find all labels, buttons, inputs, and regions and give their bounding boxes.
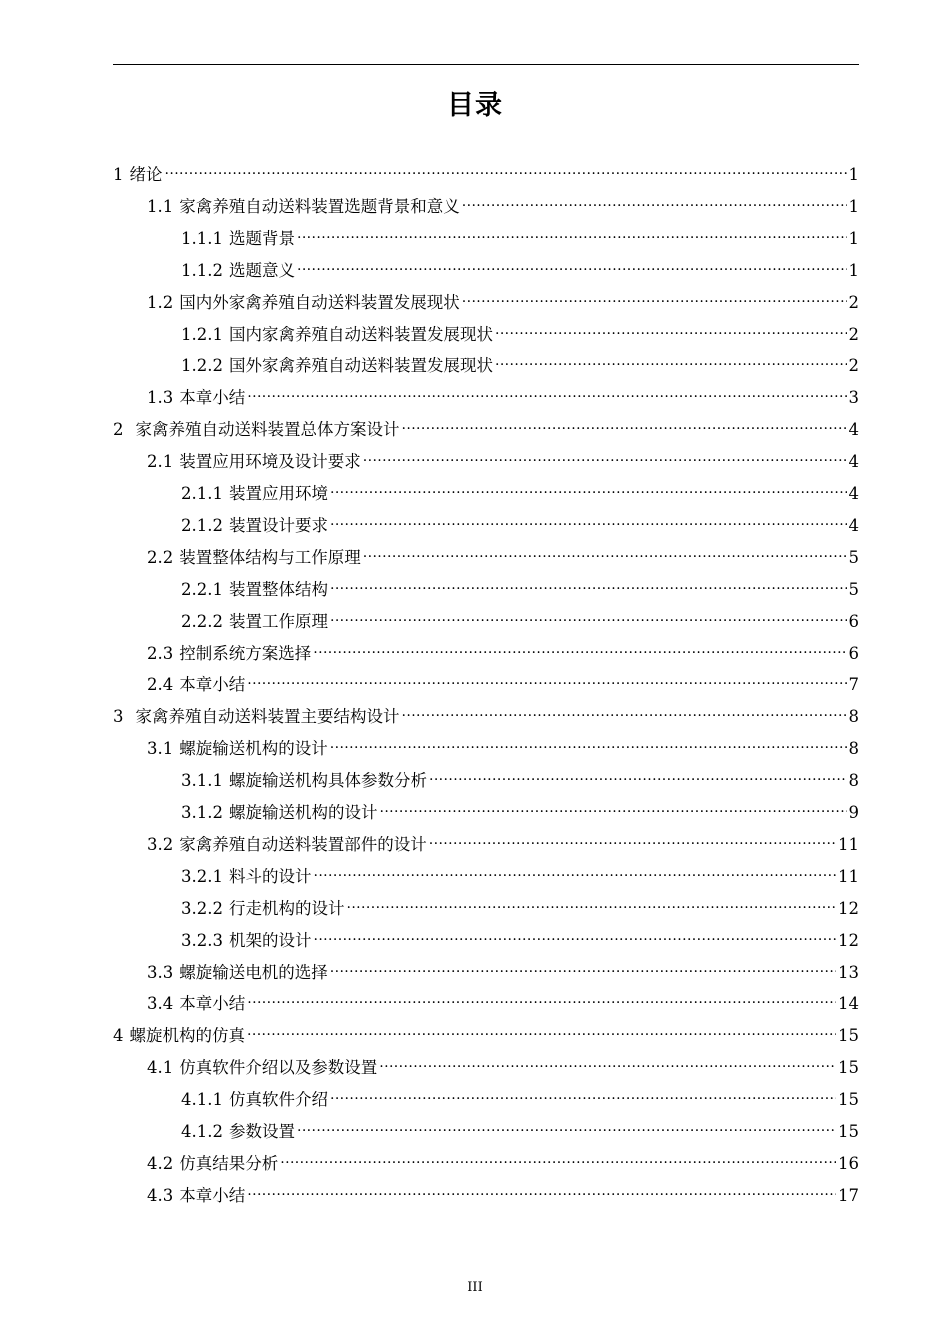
toc-entry-number: 3.2.1 — [181, 866, 223, 886]
toc-entry-title: 装置整体结构 — [228, 579, 328, 599]
toc-entry[interactable] — [147, 1145, 859, 1173]
toc-dot-leader — [247, 666, 846, 690]
toc-dot-leader — [330, 954, 836, 978]
toc-entry-page-number: 14 — [838, 994, 859, 1014]
toc-dot-leader — [462, 188, 847, 212]
toc-entry-title: 行走机构的设计 — [228, 898, 345, 918]
toc-entry[interactable] — [147, 1049, 859, 1078]
toc-entry-title: 装置应用环境 — [228, 484, 328, 503]
toc-entry-number: 3 — [113, 707, 124, 727]
toc-entry-page-number: 4 — [848, 420, 859, 440]
toc-entry-page-number: 1 — [848, 165, 859, 184]
toc-entry[interactable] — [147, 826, 859, 854]
toc-entry[interactable] — [147, 379, 859, 408]
toc-entry-title: 本章小结 — [179, 388, 246, 408]
toc-entry-title: 选题背景 — [228, 228, 295, 248]
footer-page-number: III — [467, 1280, 483, 1295]
toc-entry-number: 1.2.1 — [181, 324, 223, 344]
toc-entry-number: 1.2.2 — [181, 356, 223, 376]
toc-entry-number: 4.3 — [147, 1185, 174, 1205]
toc-dot-leader — [379, 1049, 836, 1073]
toc-entry[interactable] — [147, 954, 859, 982]
toc-entry[interactable] — [181, 316, 859, 344]
toc-entry-page-number: 15 — [838, 1026, 859, 1046]
toc-entry-title: 国外家禽养殖自动送料装置发展现状 — [228, 356, 493, 376]
toc-entry-title: 仿真软件介绍 — [228, 1090, 328, 1110]
toc-entry-page-number: 3 — [848, 388, 859, 408]
toc-entry-title: 螺旋输送电机的选择 — [179, 962, 328, 982]
toc-entry-page-number: 4 — [848, 484, 859, 503]
toc-entry-number: 2.3 — [147, 643, 174, 663]
toc-entry-page-number: 8 — [848, 771, 859, 791]
toc-dot-leader — [429, 826, 836, 850]
toc-entry[interactable] — [181, 220, 859, 248]
toc-dot-leader — [402, 698, 847, 722]
toc-entry[interactable] — [147, 188, 859, 216]
toc-entry[interactable] — [113, 698, 859, 727]
toc-dot-leader — [363, 539, 847, 563]
toc-dot-leader — [297, 1113, 836, 1137]
toc-entry-number: 3.1.2 — [181, 803, 223, 822]
toc-entry[interactable] — [147, 635, 859, 663]
toc-entry-number: 1.2 — [147, 292, 174, 312]
toc-entry[interactable] — [147, 666, 859, 695]
toc-dot-leader — [462, 284, 847, 308]
toc-entry-page-number: 11 — [838, 866, 859, 886]
toc-entry-title: 家禽养殖自动送料装置选题背景和意义 — [179, 196, 460, 216]
toc-entry-number: 4 — [113, 1026, 124, 1046]
toc-dot-leader — [313, 635, 846, 659]
toc-dot-leader — [297, 220, 847, 244]
toc-entry-page-number: 5 — [848, 579, 859, 599]
toc-dot-leader — [495, 316, 847, 340]
toc-entry-number: 4.1.2 — [181, 1122, 223, 1141]
toc-entry-number: 1.3 — [147, 388, 174, 408]
toc-entry-number: 3.1 — [147, 739, 174, 759]
page-title: 目录 — [447, 90, 503, 121]
toc-entry-number: 4.1.1 — [181, 1090, 223, 1110]
toc-dot-leader — [297, 252, 847, 276]
toc-entry-number: 2.1.2 — [181, 515, 223, 535]
toc-dot-leader — [247, 1177, 836, 1201]
toc-entry-page-number: 4 — [848, 452, 859, 472]
toc-entry-page-number: 11 — [838, 834, 859, 854]
toc-dot-leader — [330, 475, 847, 499]
toc-entry[interactable] — [181, 794, 859, 822]
toc-entry-page-number: 17 — [838, 1185, 859, 1205]
toc-entry-number: 2.4 — [147, 675, 174, 695]
toc-entry-number: 2.1 — [147, 452, 174, 472]
toc-dot-leader — [379, 794, 846, 818]
toc-entry[interactable] — [147, 443, 859, 472]
toc-entry-title: 螺旋输送机构具体参数分析 — [228, 771, 427, 791]
toc-dot-leader — [402, 411, 847, 435]
toc-entry-title: 装置应用环境及设计要求 — [179, 452, 361, 472]
toc-entry-title: 本章小结 — [179, 675, 246, 695]
toc-entry-page-number: 1 — [848, 260, 859, 280]
toc-dot-leader — [247, 379, 846, 403]
toc-entry[interactable] — [181, 1081, 859, 1110]
toc-dot-leader — [495, 347, 847, 371]
toc-entry[interactable] — [181, 252, 859, 280]
toc-entry-page-number: 1 — [848, 228, 859, 248]
toc-entry[interactable] — [181, 507, 859, 535]
toc-entry-number: 3.4 — [147, 994, 174, 1014]
toc-entry[interactable] — [147, 284, 859, 312]
toc-entry-number: 1.1.1 — [181, 228, 223, 248]
toc-entry-title: 国内外家禽养殖自动送料装置发展现状 — [179, 292, 460, 312]
toc-entry[interactable] — [147, 539, 859, 567]
toc-entry[interactable] — [181, 603, 859, 631]
toc-entry-title: 本章小结 — [179, 1185, 246, 1205]
toc-entry-title: 装置设计要求 — [228, 515, 328, 535]
toc-entry-page-number: 15 — [838, 1090, 859, 1110]
toc-entry-number: 1 — [113, 165, 124, 184]
toc-dot-leader — [330, 1081, 836, 1105]
toc-entry-page-number: 15 — [838, 1058, 859, 1078]
toc-entry-title: 绪论 — [129, 165, 163, 184]
toc-entry-title: 参数设置 — [228, 1122, 295, 1141]
toc-entry-page-number: 5 — [848, 547, 859, 567]
toc-entry-number: 3.2.3 — [181, 930, 223, 950]
toc-entry-number: 1.1 — [147, 196, 174, 216]
toc-entry-page-number: 1 — [848, 196, 859, 216]
toc-entry-page-number: 2 — [848, 356, 859, 376]
toc-entry-title: 家禽养殖自动送料装置总体方案设计 — [135, 420, 400, 440]
toc-dot-leader — [363, 443, 847, 467]
toc-entry-title: 装置工作原理 — [228, 611, 328, 631]
toc-entry-page-number: 2 — [848, 324, 859, 344]
toc-entry-number: 2.1.1 — [181, 484, 223, 503]
toc-entry-title: 本章小结 — [179, 994, 246, 1014]
toc-entry-page-number: 8 — [848, 739, 859, 759]
toc-entry-number: 3.2.2 — [181, 898, 223, 918]
toc-entry-title: 装置整体结构与工作原理 — [179, 547, 361, 567]
toc-entry[interactable] — [113, 156, 859, 184]
toc-entry[interactable] — [147, 1177, 859, 1205]
toc-entry-title: 家禽养殖自动送料装置主要结构设计 — [135, 707, 400, 727]
toc-entry-page-number: 16 — [838, 1153, 859, 1173]
toc-entry-title: 家禽养殖自动送料装置部件的设计 — [179, 834, 427, 854]
toc-entry[interactable] — [147, 985, 859, 1014]
toc-dot-leader — [313, 922, 836, 946]
toc-dot-leader — [346, 890, 836, 914]
toc-dot-leader — [330, 507, 847, 531]
toc-entry-title: 螺旋输送机构的设计 — [228, 803, 378, 822]
toc-entry-title: 螺旋机构的仿真 — [129, 1026, 245, 1046]
toc-dot-leader — [280, 1145, 836, 1169]
toc-entry-page-number: 4 — [848, 515, 859, 535]
toc-entry-page-number: 12 — [838, 930, 859, 950]
toc-entry-number: 3.1.1 — [181, 771, 223, 791]
toc-entry[interactable] — [181, 475, 859, 503]
toc-entry-title: 机架的设计 — [228, 930, 312, 950]
toc-dot-leader — [247, 985, 836, 1009]
toc-entry-title: 控制系统方案选择 — [179, 643, 312, 663]
toc-dot-leader — [330, 730, 847, 754]
toc-entry-title: 仿真结果分析 — [179, 1153, 279, 1173]
toc-dot-leader — [330, 603, 847, 627]
toc-entry-page-number: 7 — [848, 675, 859, 695]
toc-entry[interactable] — [181, 762, 859, 791]
toc-entry-number: 2 — [113, 420, 124, 440]
toc-entry-number: 4.1 — [147, 1058, 174, 1078]
toc-entry[interactable] — [181, 890, 859, 918]
toc-entry-page-number: 15 — [838, 1122, 859, 1141]
toc-entry-page-number: 6 — [848, 611, 859, 631]
toc-dot-leader — [313, 858, 836, 882]
toc-entry[interactable] — [147, 730, 859, 759]
toc-dot-leader — [330, 571, 847, 595]
toc-entry-number: 4.2 — [147, 1153, 174, 1173]
toc-entry-number: 1.1.2 — [181, 260, 223, 280]
toc-entry[interactable] — [113, 411, 859, 440]
toc-entry-page-number: 13 — [838, 962, 859, 982]
toc-entry[interactable] — [181, 1113, 859, 1141]
toc-entry-page-number: 12 — [838, 898, 859, 918]
toc-entry[interactable] — [181, 858, 859, 886]
toc-entry-title: 国内家禽养殖自动送料装置发展现状 — [228, 324, 493, 344]
toc-entry[interactable] — [181, 347, 859, 376]
toc-entry-page-number: 9 — [848, 803, 859, 822]
toc-entry-number: 2.2.2 — [181, 611, 223, 631]
toc-entry-number: 2.2 — [147, 547, 174, 567]
toc-entry[interactable] — [181, 922, 859, 950]
toc-entry[interactable] — [181, 571, 859, 599]
toc-entry-title: 螺旋输送机构的设计 — [179, 739, 328, 759]
toc-dot-leader — [429, 762, 847, 786]
toc-dot-leader — [165, 156, 847, 180]
toc-entry-page-number: 6 — [848, 643, 859, 663]
toc-entry-title: 料斗的设计 — [228, 866, 312, 886]
toc-entry-page-number: 2 — [848, 292, 859, 312]
toc-entry-number: 3.2 — [147, 834, 174, 854]
toc-entry-title: 选题意义 — [228, 260, 295, 280]
toc-entry-page-number: 8 — [848, 707, 859, 727]
toc-entry[interactable] — [113, 1017, 859, 1046]
toc-entry-number: 2.2.1 — [181, 579, 223, 599]
toc-entry-number: 3.3 — [147, 962, 174, 982]
toc-dot-leader — [247, 1017, 836, 1041]
toc-entry-title: 仿真软件介绍以及参数设置 — [179, 1058, 378, 1078]
